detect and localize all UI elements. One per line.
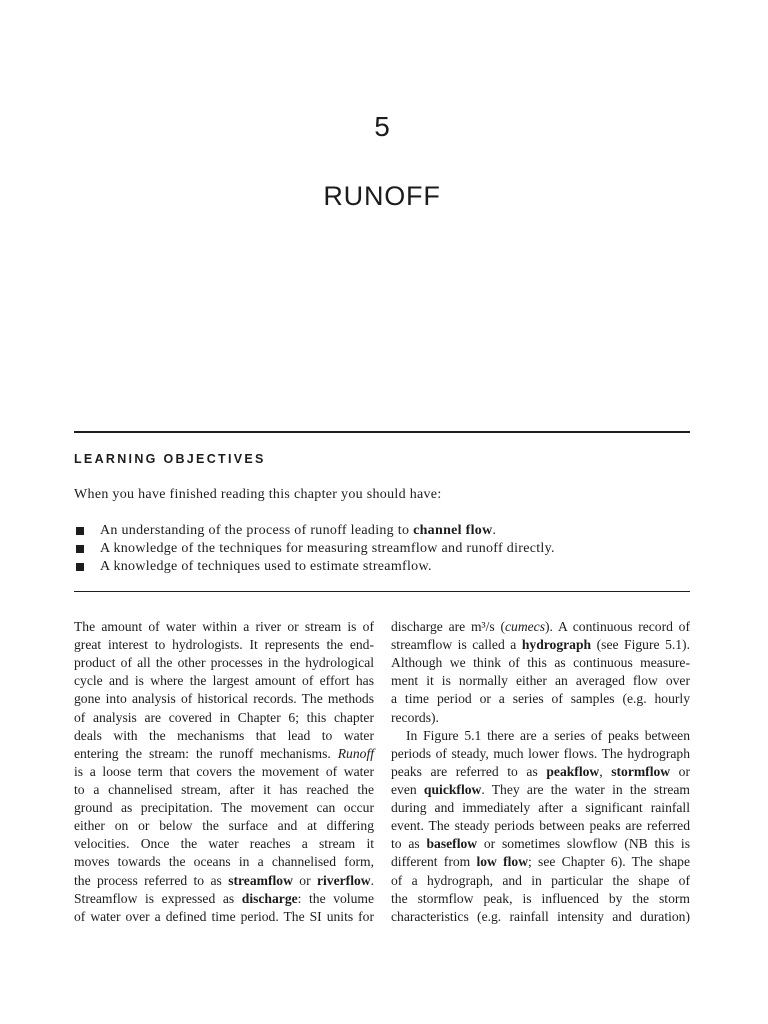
text-run: In Figure 5.1 there are a series of peaks between bbox=[406, 727, 690, 743]
text-run: the process referred to as bbox=[74, 872, 229, 888]
text-run: event. The steady periods between peaks are referred bbox=[391, 818, 690, 834]
text-run: A knowledge of techniques used to estimate streamflow. bbox=[100, 559, 432, 574]
text-run: a time period or a series of samples (e.g. hourly bbox=[391, 691, 690, 707]
body-text-line bbox=[391, 636, 690, 654]
text-run: ment it is normally either an averaged flow over bbox=[391, 673, 690, 689]
text-run: either on or below the surface and at differing bbox=[74, 818, 374, 834]
text-run: Streamflow is expressed as bbox=[74, 890, 242, 906]
body-text-line bbox=[391, 763, 690, 781]
text-run: peaks are referred to as bbox=[391, 763, 547, 779]
text-run: The amount of water within a river or stream is of bbox=[74, 619, 374, 634]
bold-term: streamflow bbox=[228, 872, 293, 888]
body-text-line bbox=[74, 872, 374, 890]
body-text-line bbox=[391, 799, 690, 817]
body-text-line bbox=[74, 745, 374, 763]
bold-term: stormflow bbox=[611, 763, 671, 779]
body-text-line bbox=[74, 908, 374, 926]
body-text-line bbox=[74, 835, 374, 853]
text-run: records). bbox=[391, 709, 439, 725]
learning-objectives-heading: LEARNING OBJECTIVES bbox=[74, 452, 266, 466]
text-run: periods of steady, much lower flows. The hydrograph bbox=[391, 745, 690, 761]
body-text-line bbox=[391, 654, 690, 672]
text-run: . bbox=[492, 523, 497, 538]
body-text-line bbox=[391, 709, 690, 727]
square-bullet-icon bbox=[76, 563, 84, 571]
text-run: during and immediately after a significant rainfall bbox=[391, 800, 690, 816]
chapter-title: RUNOFF bbox=[323, 181, 441, 211]
text-run: ; see Chapter 6). The shape bbox=[528, 854, 690, 870]
body-text-line bbox=[391, 817, 690, 835]
body-text-line bbox=[74, 853, 374, 871]
objectives-bottom-rule bbox=[74, 591, 690, 592]
text-run: the stormflow peak, is influenced by the storm bbox=[391, 890, 690, 906]
body-text-line bbox=[74, 799, 374, 817]
text-run: ). A continuous record of bbox=[545, 619, 690, 634]
text-run: even bbox=[391, 781, 424, 797]
bold-term: quickflow bbox=[423, 781, 482, 797]
bold-term: riverflow bbox=[317, 872, 371, 888]
text-run: velocities. Once the water reaches a stream it bbox=[74, 836, 374, 852]
body-text-line bbox=[74, 817, 374, 835]
text-run: to a channelised stream, after it has reached the bbox=[74, 781, 374, 797]
text-run: is a loose term that covers the movement of water bbox=[74, 763, 374, 779]
text-run: : the volume bbox=[297, 890, 374, 906]
text-run: deals with the mechanisms that lead to water bbox=[74, 727, 374, 743]
text-run: streamflow is called a bbox=[391, 637, 522, 653]
text-run: (see Figure 5.1). bbox=[591, 637, 690, 653]
learning-objectives-list bbox=[74, 522, 690, 576]
body-text-line bbox=[391, 872, 690, 890]
bold-term: channel flow bbox=[413, 523, 493, 538]
text-run: or sometimes slowflow (NB this is bbox=[477, 836, 691, 852]
body-text-line bbox=[74, 709, 374, 727]
text-run: of a hydrograph, and in particular the shape of bbox=[391, 872, 690, 888]
text-run: cycle and is where the largest amount of effort has bbox=[74, 673, 374, 689]
learning-objectives-intro: When you have finished reading this chapter you should have: bbox=[74, 487, 442, 502]
body-text-line bbox=[391, 781, 690, 799]
objectives-top-rule bbox=[74, 431, 690, 433]
text-run: . They are the water in the stream bbox=[481, 781, 690, 797]
text-run: entering the stream: the runoff mechanisms. bbox=[74, 745, 338, 761]
text-run: gone into analysis of historical records. The methods bbox=[74, 691, 374, 707]
body-text-line bbox=[391, 835, 690, 853]
body-text-line bbox=[74, 781, 374, 799]
body-text-line bbox=[74, 672, 374, 690]
body-text-line bbox=[391, 853, 690, 871]
body-text-line bbox=[74, 690, 374, 708]
objective-item bbox=[74, 558, 690, 576]
bold-term: baseflow bbox=[426, 836, 478, 852]
bold-term: discharge bbox=[241, 890, 298, 906]
bold-term: peakflow bbox=[546, 763, 600, 779]
text-run: great interest to hydrologists. It represents the end- bbox=[74, 637, 374, 653]
body-left-column bbox=[74, 618, 374, 926]
body-text-line bbox=[391, 745, 690, 763]
body-text-line bbox=[391, 672, 690, 690]
text-run: A knowledge of the techniques for measuring streamflow and runoff directly. bbox=[100, 541, 555, 556]
text-run: or bbox=[670, 763, 690, 779]
text-run: or bbox=[292, 872, 317, 888]
body-text-line bbox=[391, 890, 690, 908]
body-right-column bbox=[391, 618, 690, 926]
text-run: An understanding of the process of runoff leading to bbox=[100, 523, 414, 538]
text-run: characteristics (e.g. rainfall intensity and duration) bbox=[391, 908, 690, 924]
objective-item bbox=[74, 522, 690, 540]
body-text-line bbox=[74, 636, 374, 654]
text-run: of water over a defined time period. The SI units for bbox=[74, 908, 374, 924]
text-run: different from bbox=[391, 854, 477, 870]
square-bullet-icon bbox=[76, 527, 84, 535]
body-text-line bbox=[74, 654, 374, 672]
square-bullet-icon bbox=[76, 545, 84, 553]
text-run: of analysis are covered in Chapter 6; this chapter bbox=[74, 709, 374, 725]
body-text-line bbox=[74, 618, 374, 636]
bold-term: hydrograph bbox=[521, 637, 592, 653]
text-run: product of all the other processes in the hydrological bbox=[74, 655, 374, 671]
body-text-line bbox=[391, 727, 690, 745]
body-text-line bbox=[74, 727, 374, 745]
italic-term: cumecs bbox=[504, 619, 545, 634]
text-run: moves towards the oceans in a channelised form, bbox=[74, 854, 374, 870]
bold-term: low flow bbox=[476, 854, 529, 870]
text-run: ground as precipitation. The movement can occur bbox=[74, 800, 374, 816]
body-text-line bbox=[391, 618, 690, 636]
body-text-line bbox=[74, 890, 374, 908]
body-text-line bbox=[74, 763, 374, 781]
body-text-line bbox=[391, 690, 690, 708]
text-run: Although we think of this as continuous measure- bbox=[391, 655, 690, 671]
text-run: to as bbox=[391, 836, 427, 852]
text-run: discharge are m³/s ( bbox=[391, 619, 505, 634]
chapter-number: 5 bbox=[374, 111, 390, 142]
text-run: . bbox=[370, 872, 374, 888]
objective-item bbox=[74, 540, 690, 558]
text-run: , bbox=[599, 763, 612, 779]
body-text-line bbox=[391, 908, 690, 926]
italic-term: Runoff bbox=[337, 745, 374, 761]
